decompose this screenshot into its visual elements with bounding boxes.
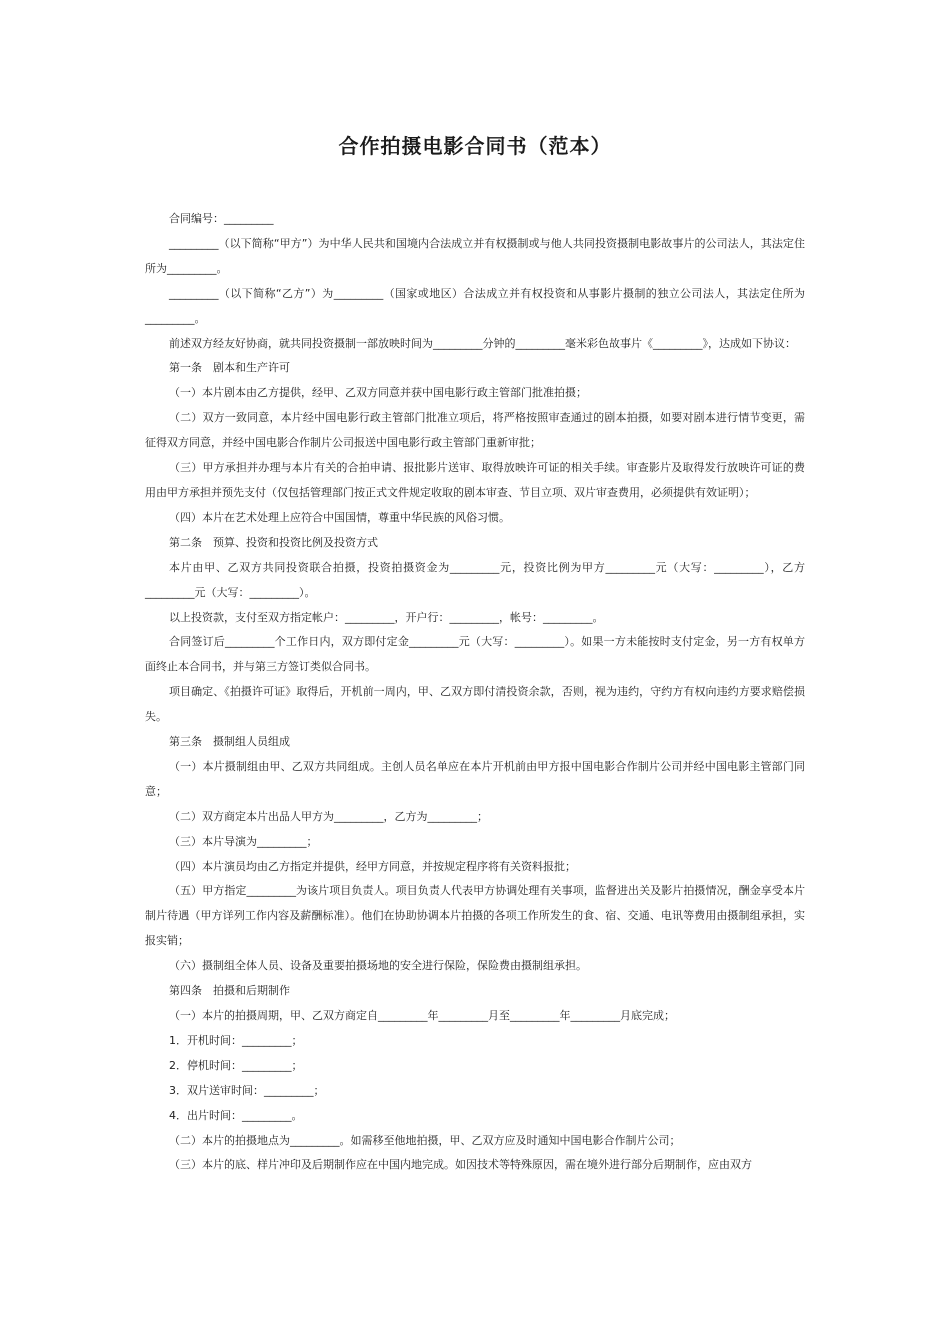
article-2-paragraph-2: 以上投资款，支付至双方指定帐户：_________，开户行：_________，帐号：_________。 — [169, 610, 604, 624]
contract-number: 合同编号：_________ — [169, 212, 274, 225]
article-3-item-4: （四）本片演员均由乙方指定并提供，经甲方同意，并按规定程序将有关资料报批； — [169, 859, 576, 873]
article-3-item-2: （二）双方商定本片出品人甲方为_________，乙方为_________； — [169, 809, 488, 823]
article-3-item-1: （一）本片摄制组由甲、乙双方共同组成。主创人员名单应在本片开机前由甲方报中国电影合作制片公司并经中国电影主管部门同意； — [145, 759, 805, 798]
article-1-heading: 第一条 剧本和生产许可 — [169, 361, 290, 375]
article-3-item-3: （三）本片导演为_________； — [169, 834, 318, 848]
article-4-heading: 第四条 拍摄和后期制作 — [169, 984, 290, 998]
preamble-paragraph: 前述双方经友好协商，就共同投资摄制一部放映时间为_________分钟的_________毫米彩色故事片《_________》，达成如下协议： — [169, 336, 796, 350]
document-title: 合作拍摄电影合同书（范本） — [338, 134, 612, 158]
schedule-item-2: 2．停机时间：_________； — [169, 1058, 303, 1072]
article-2-paragraph-4: 项目确定、《拍摄许可证》取得后，开机前一周内，甲、乙双方即付清投资余款，否则，视为违约，守约方有权向违约方要求赔偿损失。 — [145, 685, 805, 724]
article-2-heading: 第二条 预算、投资和投资比例及投资方式 — [169, 535, 378, 549]
article-3-heading: 第三条 摄制组人员组成 — [169, 735, 290, 749]
article-1-item-4: （四）本片在艺术处理上应符合中国国情，尊重中华民族的风俗习惯。 — [169, 510, 510, 524]
party-b-clause: _________（以下简称“乙方”）为_________（国家或地区）合法成立并有权投资和从事影片摄制的独立公司法人，其法定住所为_________。 — [145, 286, 805, 325]
article-1-item-1: （一）本片剧本由乙方提供，经甲、乙双方同意并获中国电影行政主管部门批准拍摄； — [169, 386, 587, 400]
article-4-item-2: （二）本片的拍摄地点为_________。如需移至他地拍摄，甲、乙双方应及时通知中国电影合作制片公司； — [169, 1133, 681, 1147]
article-3-item-6: （六）摄制组全体人员、设备及重要拍摄场地的安全进行保险，保险费由摄制组承担。 — [169, 959, 587, 973]
schedule-item-1: 1．开机时间：_________； — [169, 1033, 303, 1047]
article-2-paragraph-1: 本片由甲、乙双方共同投资联合拍摄，投资拍摄资金为_________元，投资比例为甲方_________元（大写：_________），乙方_________元（大写：_________）。 — [145, 560, 805, 599]
document-body — [145, 207, 805, 1178]
article-1-item-3: （三）甲方承担并办理与本片有关的合拍申请、报批影片送审、取得放映许可证的相关手续。审查影片及取得发行放映许可证的费用由甲方承担并预先支付（仅包括管理部门按正式文件规定收取的剧本审查、节目立项、双片审查费用，必须提供有效证明）； — [145, 461, 805, 499]
schedule-item-3: 3．双片送审时间：_________； — [169, 1083, 325, 1097]
article-4-item-1: （一）本片的拍摄周期，甲、乙双方商定自_________年_________月至_________年_________月底完成； — [169, 1009, 675, 1022]
article-1-item-2: （二）双方一致同意，本片经中国电影行政主管部门批准立项后，将严格按照审查通过的剧本拍摄，如要对剧本进行情节变更，需征得双方同意，并经中国电影合作制片公司报送中国电影行政主管部门重新审批； — [145, 411, 805, 450]
party-a-clause: _________（以下简称“甲方”）为中华人民共和国境内合法成立并有权摄制或与他人共同投资摄制电影故事片的公司法人，其法定住所为_________。 — [145, 236, 805, 275]
article-4-item-3: （三）本片的底、样片冲印及后期制作应在中国内地完成。如因技术等特殊原因，需在境外进行部分后期制作，应由双方 — [169, 1158, 752, 1172]
article-2-paragraph-3: 合同签订后_________个工作日内，双方即付定金_________元（大写：_________）。如果一方未能按时支付定金，另一方有权单方面终止本合同书，并与第三方签订类似合同书。 — [145, 635, 805, 674]
schedule-item-4: 4．出片时间：_________。 — [169, 1108, 303, 1122]
article-3-item-5: （五）甲方指定_________为该片项目负责人。项目负责人代表甲方协调处理有关事项，监督进出关及影片拍摄情况，酬金享受本片制片待遇（甲方详列工作内容及薪酬标准）。他们在协助协调本片拍摄的各项工作所发生的食、宿、交通、电讯等费用由摄制组承担，实报实销； — [145, 884, 805, 948]
